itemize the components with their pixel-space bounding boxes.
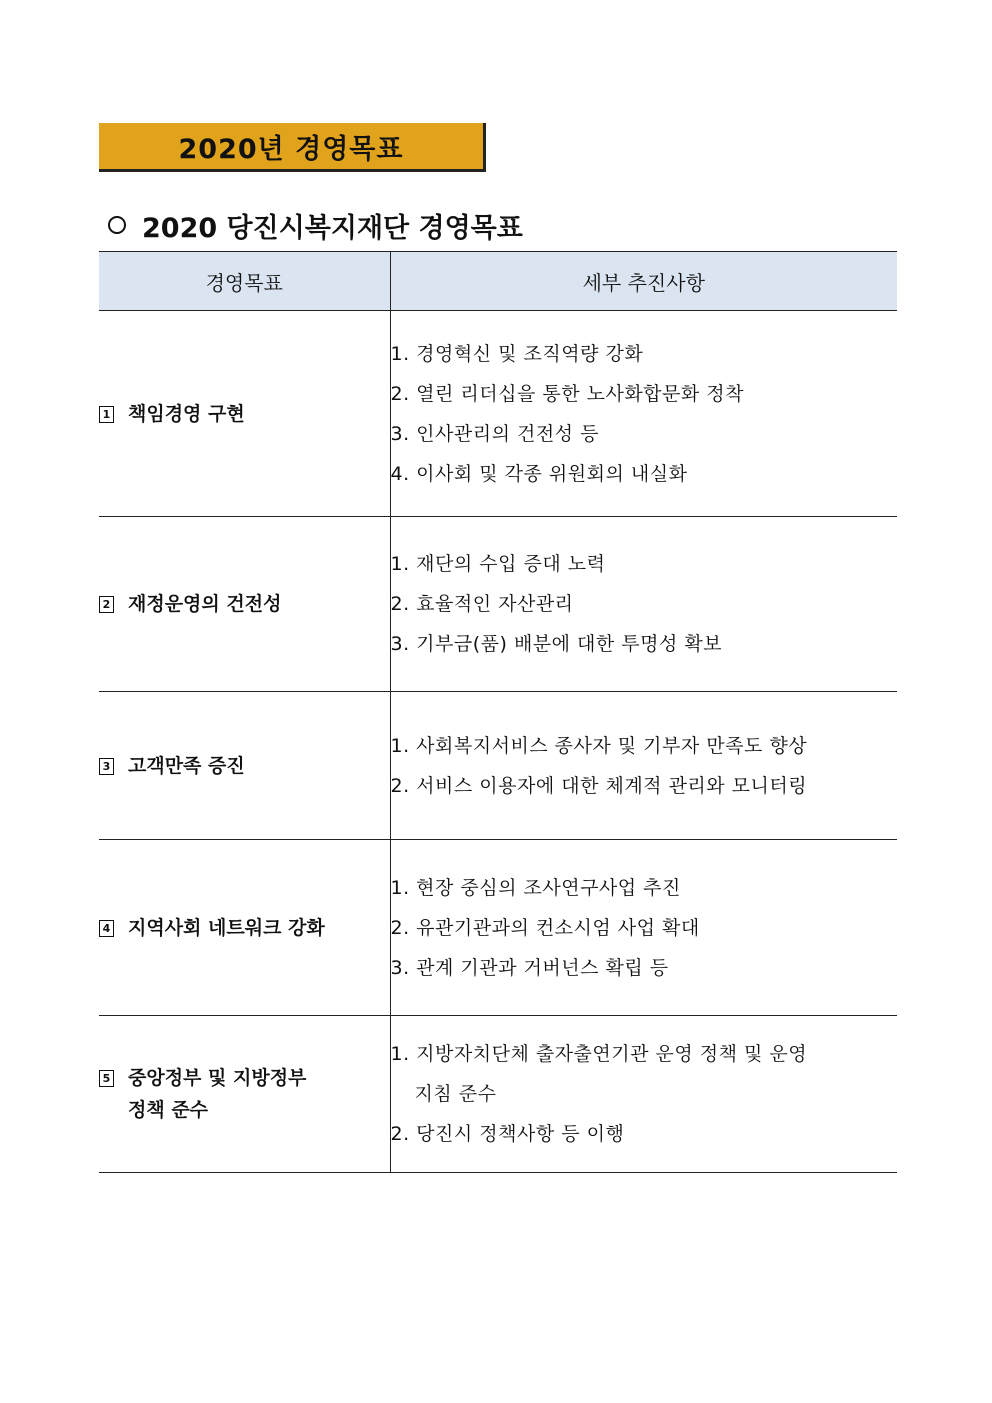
goal-label <box>128 750 245 782</box>
column-header-details: 세부 추진사항 <box>390 252 897 311</box>
circle-icon <box>108 216 126 234</box>
goal-number-badge: 3 <box>99 758 114 775</box>
detail-item <box>391 726 898 766</box>
goal-label-line: 정책 준수 <box>128 1099 209 1121</box>
goal-label-line: 책임경영 구현 <box>128 402 245 425</box>
goal-cell <box>99 311 390 517</box>
detail-item <box>391 1114 898 1154</box>
detail-item-line: 1. 현장 중심의 조사연구사업 추진 <box>390 876 681 899</box>
detail-cell <box>390 692 897 840</box>
goal-label-line: 재정운영의 건전성 <box>128 593 282 615</box>
detail-item <box>391 334 898 374</box>
detail-item <box>391 584 898 624</box>
table-row <box>99 840 897 1016</box>
detail-item-line: 3. 기부금(품) 배분에 대한 투명성 확보 <box>390 633 723 655</box>
goal-cell <box>99 1016 390 1173</box>
detail-item <box>391 544 898 584</box>
goal-label-line: 지역사회 네트워크 강화 <box>128 916 325 939</box>
detail-item-line: 3. 인사관리의 건전성 등 <box>390 422 599 445</box>
detail-item-line: 1. 경영혁신 및 조직역량 강화 <box>390 342 644 365</box>
page-title: 2020년 경영목표 <box>99 123 486 172</box>
goal-cell <box>99 692 390 840</box>
detail-item <box>391 868 898 908</box>
detail-item <box>391 908 898 948</box>
detail-item <box>391 374 898 414</box>
detail-item-line: 2. 당진시 정책사항 등 이행 <box>390 1123 625 1145</box>
detail-item-line: 1. 사회복지서비스 종사자 및 기부자 만족도 향상 <box>390 734 808 757</box>
goal-number-badge: 2 <box>99 596 114 613</box>
detail-item-line: 2. 열린 리더십을 통한 노사화합문화 정착 <box>390 382 744 405</box>
goal-label-line: 중앙정부 및 지방정부 <box>128 1067 307 1089</box>
goals-table <box>99 251 897 1173</box>
goal-label <box>128 912 325 944</box>
detail-cell <box>390 311 897 517</box>
table-header-row <box>99 252 897 311</box>
detail-item-line: 1. 지방자치단체 출자출연기관 운영 정책 및 운영 <box>390 1043 808 1065</box>
goal-cell <box>99 840 390 1016</box>
detail-item <box>391 624 898 664</box>
detail-item-line: 1. 재단의 수입 증대 노력 <box>390 553 606 575</box>
detail-item-line: 2. 효율적인 자산관리 <box>390 593 574 615</box>
detail-cell <box>390 840 897 1016</box>
detail-item <box>391 454 898 494</box>
goal-label <box>128 398 245 430</box>
detail-item <box>391 1034 898 1114</box>
table-row <box>99 517 897 692</box>
goal-number-badge: 1 <box>99 406 114 423</box>
goal-label-line: 고객만족 증진 <box>128 754 245 777</box>
goal-cell <box>99 517 390 692</box>
goal-number-badge: 5 <box>99 1070 114 1087</box>
goal-number-badge: 4 <box>99 920 114 937</box>
detail-cell <box>390 1016 897 1173</box>
table-row <box>99 692 897 840</box>
goal-label <box>128 588 281 620</box>
table-row <box>99 1016 897 1173</box>
detail-item-line: 2. 유관기관과의 컨소시엄 사업 확대 <box>390 916 700 939</box>
detail-item-line: 4. 이사회 및 각종 위원회의 내실화 <box>390 462 688 485</box>
table-row <box>99 311 897 517</box>
detail-item <box>391 414 898 454</box>
detail-cell <box>390 517 897 692</box>
section-title: 2020 당진시복지재단 경영목표 <box>142 212 523 244</box>
detail-item-line: 3. 관계 기관과 거버넌스 확립 등 <box>390 956 669 979</box>
column-header-goal: 경영목표 <box>99 252 390 311</box>
detail-item <box>391 948 898 988</box>
detail-item-line: 2. 서비스 이용자에 대한 체계적 관리와 모니터링 <box>390 774 808 797</box>
goal-label <box>128 1062 306 1126</box>
detail-item-line: 지침 준수 <box>414 1083 497 1105</box>
detail-item <box>391 766 898 806</box>
section-heading <box>108 203 523 247</box>
